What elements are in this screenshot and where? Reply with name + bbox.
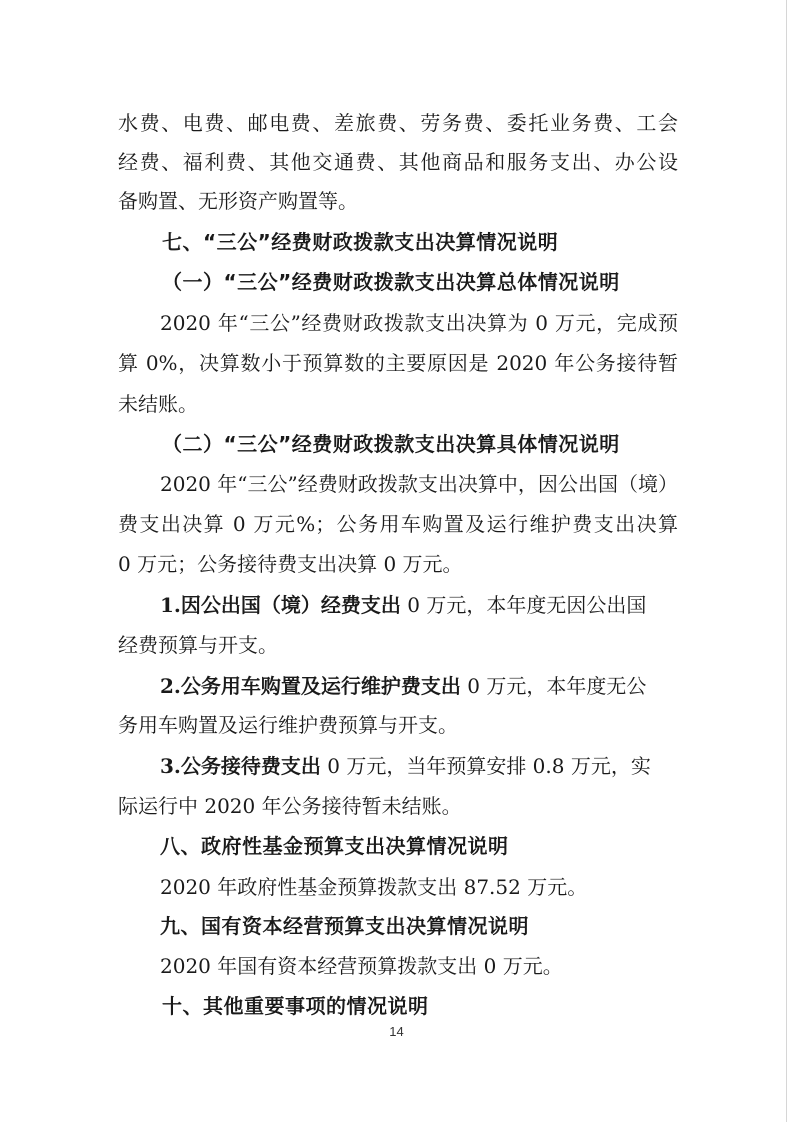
- text-line: 经费、福利费、其他交通费、其他商品和服务支出、办公设: [118, 150, 678, 174]
- page-edge: [786, 0, 787, 1122]
- item-1-label: 1.因公出国（境）经费支出: [160, 593, 401, 617]
- item-3-text: 0 万元，当年预算安排 0.8 万元，实: [320, 754, 651, 778]
- subsection-heading-7-2: （二）“三公”经费财政拨款支出决算具体情况说明: [162, 432, 620, 456]
- item-2-line: [160, 673, 678, 699]
- paragraph-line: 2020 年政府性基金预算拨款支出 87.52 万元。: [160, 875, 588, 899]
- paragraph-line: 费支出决算 0 万元%；公务用车购置及运行维护费支出决算: [118, 512, 678, 536]
- paragraph-line: 2020 年“三公”经费财政拨款支出决算中，因公出国（境）: [160, 472, 678, 496]
- item-1-line: [160, 592, 678, 618]
- section-heading-8: 八、政府性基金预算支出决算情况说明: [160, 834, 509, 858]
- paragraph-line: 务用车购置及运行维护费预算与开支。: [118, 713, 458, 737]
- item-3-label: 3.公务接待费支出: [160, 754, 321, 778]
- paragraph-line: 2020 年国有资本经营预算拨款支出 0 万元。: [160, 954, 563, 978]
- text-line: 备购置、无形资产购置等。: [118, 189, 358, 213]
- paragraph-line: 2020 年“三公”经费财政拨款支出决算为 0 万元，完成预: [160, 311, 678, 335]
- paragraph-line: 算 0%，决算数小于预算数的主要原因是 2020 年公务接待暂: [118, 351, 678, 375]
- item-1-text: 0 万元，本年度无因公出国: [400, 593, 647, 617]
- subsection-heading-7-1: （一）“三公”经费财政拨款支出决算总体情况说明: [162, 270, 620, 294]
- item-2-label: 2.公务用车购置及运行维护费支出: [160, 674, 461, 698]
- section-heading-10: 十、其他重要事项的情况说明: [162, 994, 429, 1018]
- section-heading-9: 九、国有资本经营预算支出决算情况说明: [160, 914, 529, 938]
- section-heading-7: 七、“三公”经费财政拨款支出决算情况说明: [162, 230, 559, 254]
- paragraph-line: 0 万元；公务接待费支出决算 0 万元。: [118, 552, 463, 576]
- paragraph-line: 经费预算与开支。: [118, 633, 278, 657]
- page-number: 14: [389, 1024, 404, 1039]
- paragraph-line: 际运行中 2020 年公务接待暂未结账。: [118, 794, 462, 818]
- paragraph-line: 未结账。: [118, 392, 198, 416]
- item-3-line: [160, 753, 678, 779]
- item-2-text: 0 万元，本年度无公: [460, 674, 647, 698]
- text-line: 水费、电费、邮电费、差旅费、劳务费、委托业务费、工会: [118, 111, 678, 135]
